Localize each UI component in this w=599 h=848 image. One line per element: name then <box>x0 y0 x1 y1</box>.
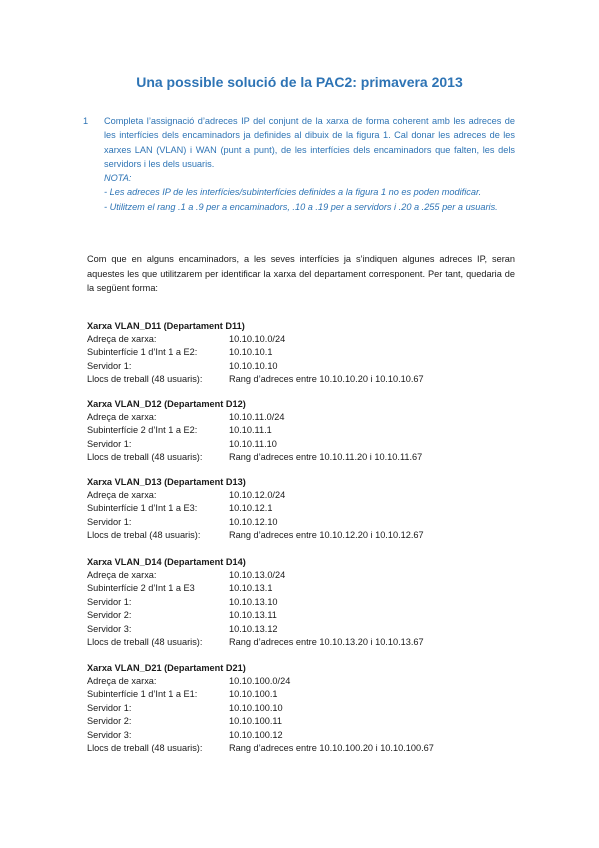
row-label: Servidor 1: <box>87 360 132 371</box>
row-value: 10.10.13.1 <box>229 583 273 594</box>
vlan-row <box>87 569 527 582</box>
question-note-item: - Utilitzem el rang .1 a .9 per a encaminadors, .10 a .19 per a servidors i .20 a .255 per a usuaris. <box>104 201 498 212</box>
row-label: Servidor 2: <box>87 610 132 621</box>
vlan-section-d13 <box>87 475 527 543</box>
row-value: 10.10.12.1 <box>229 503 273 514</box>
row-value: 10.10.100.11 <box>229 716 282 727</box>
row-label: Llocs de treball (48 usuaris): <box>87 452 203 463</box>
row-value: 10.10.100.1 <box>229 689 278 700</box>
vlan-heading: Xarxa VLAN_D14 (Departament D14) <box>87 557 246 567</box>
vlan-row <box>87 623 527 636</box>
vlan-heading: Xarxa VLAN_D13 (Departament D13) <box>87 477 246 487</box>
row-value: Rang d’adreces entre 10.10.100.20 i 10.10.100.67 <box>229 742 434 753</box>
question-note-heading: NOTA: <box>104 173 132 184</box>
vlan-row <box>87 729 527 742</box>
vlan-section-d11 <box>87 319 527 387</box>
row-label: Adreça de xarxa: <box>87 490 157 500</box>
row-value: 10.10.100.10 <box>229 702 283 713</box>
row-label: Subinterfície 1 d’Int 1 a E1: <box>87 689 198 700</box>
row-label: Servidor 3: <box>87 729 132 740</box>
vlan-row <box>87 609 527 622</box>
row-label: Servidor 3: <box>87 623 132 634</box>
vlan-row <box>87 411 527 424</box>
document-title: Una possible solució de la PAC2: primavera 2013 <box>136 74 463 90</box>
row-value: 10.10.13.10 <box>229 596 278 607</box>
vlan-row <box>87 424 527 437</box>
row-label: Servidor 1: <box>87 596 132 607</box>
row-value: 10.10.13.12 <box>229 623 278 634</box>
row-label: Servidor 2: <box>87 716 132 727</box>
vlan-row <box>87 636 527 649</box>
question-text: Completa l’assignació d’adreces IP del conjunt de la xarxa de forma coherent amb les adreces de les interfícies dels encaminadors ja definides al dibuix de la figura 1. Cal donar les adreces de les xarxes LAN (VLAN) i WAN (punt a punt), de les interfícies dels encaminadors que falten, les dels servidors i les dels usuaris. <box>104 116 515 169</box>
row-value: 10.10.10.10 <box>229 360 278 371</box>
row-value: 10.10.100.0/24 <box>229 676 291 686</box>
row-label: Adreça de xarxa: <box>87 412 157 422</box>
vlan-row <box>87 438 527 451</box>
row-value: 10.10.100.12 <box>229 729 283 740</box>
row-label: Llocs de trebal (48 usuaris): <box>87 530 201 541</box>
vlan-row <box>87 502 527 515</box>
question-number: 1 <box>83 116 89 126</box>
row-value: 10.10.13.0/24 <box>229 570 286 580</box>
vlan-row <box>87 596 527 609</box>
row-label: Subinterfície 1 d’Int 1 a E2: <box>87 347 198 358</box>
vlan-row <box>87 715 527 728</box>
row-value: 10.10.12.10 <box>229 516 278 527</box>
vlan-row <box>87 702 527 715</box>
row-value: 10.10.10.0/24 <box>229 334 286 344</box>
row-label: Llocs de treball (48 usuaris): <box>87 374 203 385</box>
row-label: Llocs de treball (48 usuaris): <box>87 636 203 647</box>
vlan-section-d12 <box>87 397 527 465</box>
vlan-section-d21 <box>87 661 527 755</box>
vlan-heading: Xarxa VLAN_D11 (Departament D11) <box>87 321 245 331</box>
vlan-section-d14 <box>87 555 527 649</box>
row-value: Rang d’adreces entre 10.10.12.20 i 10.10.12.67 <box>229 530 424 541</box>
row-label: Subinterfície 1 d’Int 1 a E3: <box>87 503 198 514</box>
vlan-row <box>87 373 527 386</box>
vlan-row <box>87 451 527 464</box>
row-value: 10.10.10.1 <box>229 347 273 358</box>
vlan-heading: Xarxa VLAN_D21 (Departament D21) <box>87 663 246 673</box>
row-label: Adreça de xarxa: <box>87 570 157 580</box>
vlan-row <box>87 582 527 595</box>
row-value: 10.10.12.0/24 <box>229 490 286 500</box>
row-label: Llocs de treball (48 usuaris): <box>87 742 203 753</box>
row-value: 10.10.13.11 <box>229 610 277 621</box>
vlan-row <box>87 529 527 542</box>
row-value: 10.10.11.0/24 <box>229 412 285 422</box>
row-value: 10.10.11.1 <box>229 425 272 436</box>
vlan-row <box>87 360 527 373</box>
vlan-heading: Xarxa VLAN_D12 (Departament D12) <box>87 399 246 409</box>
vlan-row <box>87 489 527 502</box>
row-label: Subinterfície 2 d’Int 1 a E2: <box>87 425 198 436</box>
row-label: Adreça de xarxa: <box>87 676 157 686</box>
vlan-row <box>87 675 527 688</box>
row-label: Servidor 1: <box>87 516 132 527</box>
row-label: Servidor 1: <box>87 702 132 713</box>
row-label: Servidor 1: <box>87 438 132 449</box>
vlan-row <box>87 346 527 359</box>
row-label: Adreça de xarxa: <box>87 334 157 344</box>
vlan-row <box>87 333 527 346</box>
row-value: Rang d’adreces entre 10.10.11.20 i 10.10.11.67 <box>229 452 423 463</box>
question-note-item: - Les adreces IP de les interfícies/subinterfícies definides a la figura 1 no es poden modificar. <box>104 187 482 198</box>
row-value: Rang d’adreces entre 10.10.10.20 i 10.10.10.67 <box>229 374 424 385</box>
row-value: 10.10.11.10 <box>229 438 277 449</box>
question-block <box>83 114 515 214</box>
row-value: Rang d’adreces entre 10.10.13.20 i 10.10.13.67 <box>229 636 424 647</box>
intro-paragraph: Com que en alguns encaminadors, a les seves interfícies ja s’indiquen algunes adreces IP, seran aquestes les que utilitzarem per identificar la xarxa del departament corresponent. Per tant, quedaria de la següent forma: <box>87 254 515 293</box>
row-label: Subinterfície 2 d’Int 1 a E3 <box>87 583 195 594</box>
vlan-row <box>87 516 527 529</box>
vlan-row <box>87 688 527 701</box>
vlan-row <box>87 742 527 755</box>
